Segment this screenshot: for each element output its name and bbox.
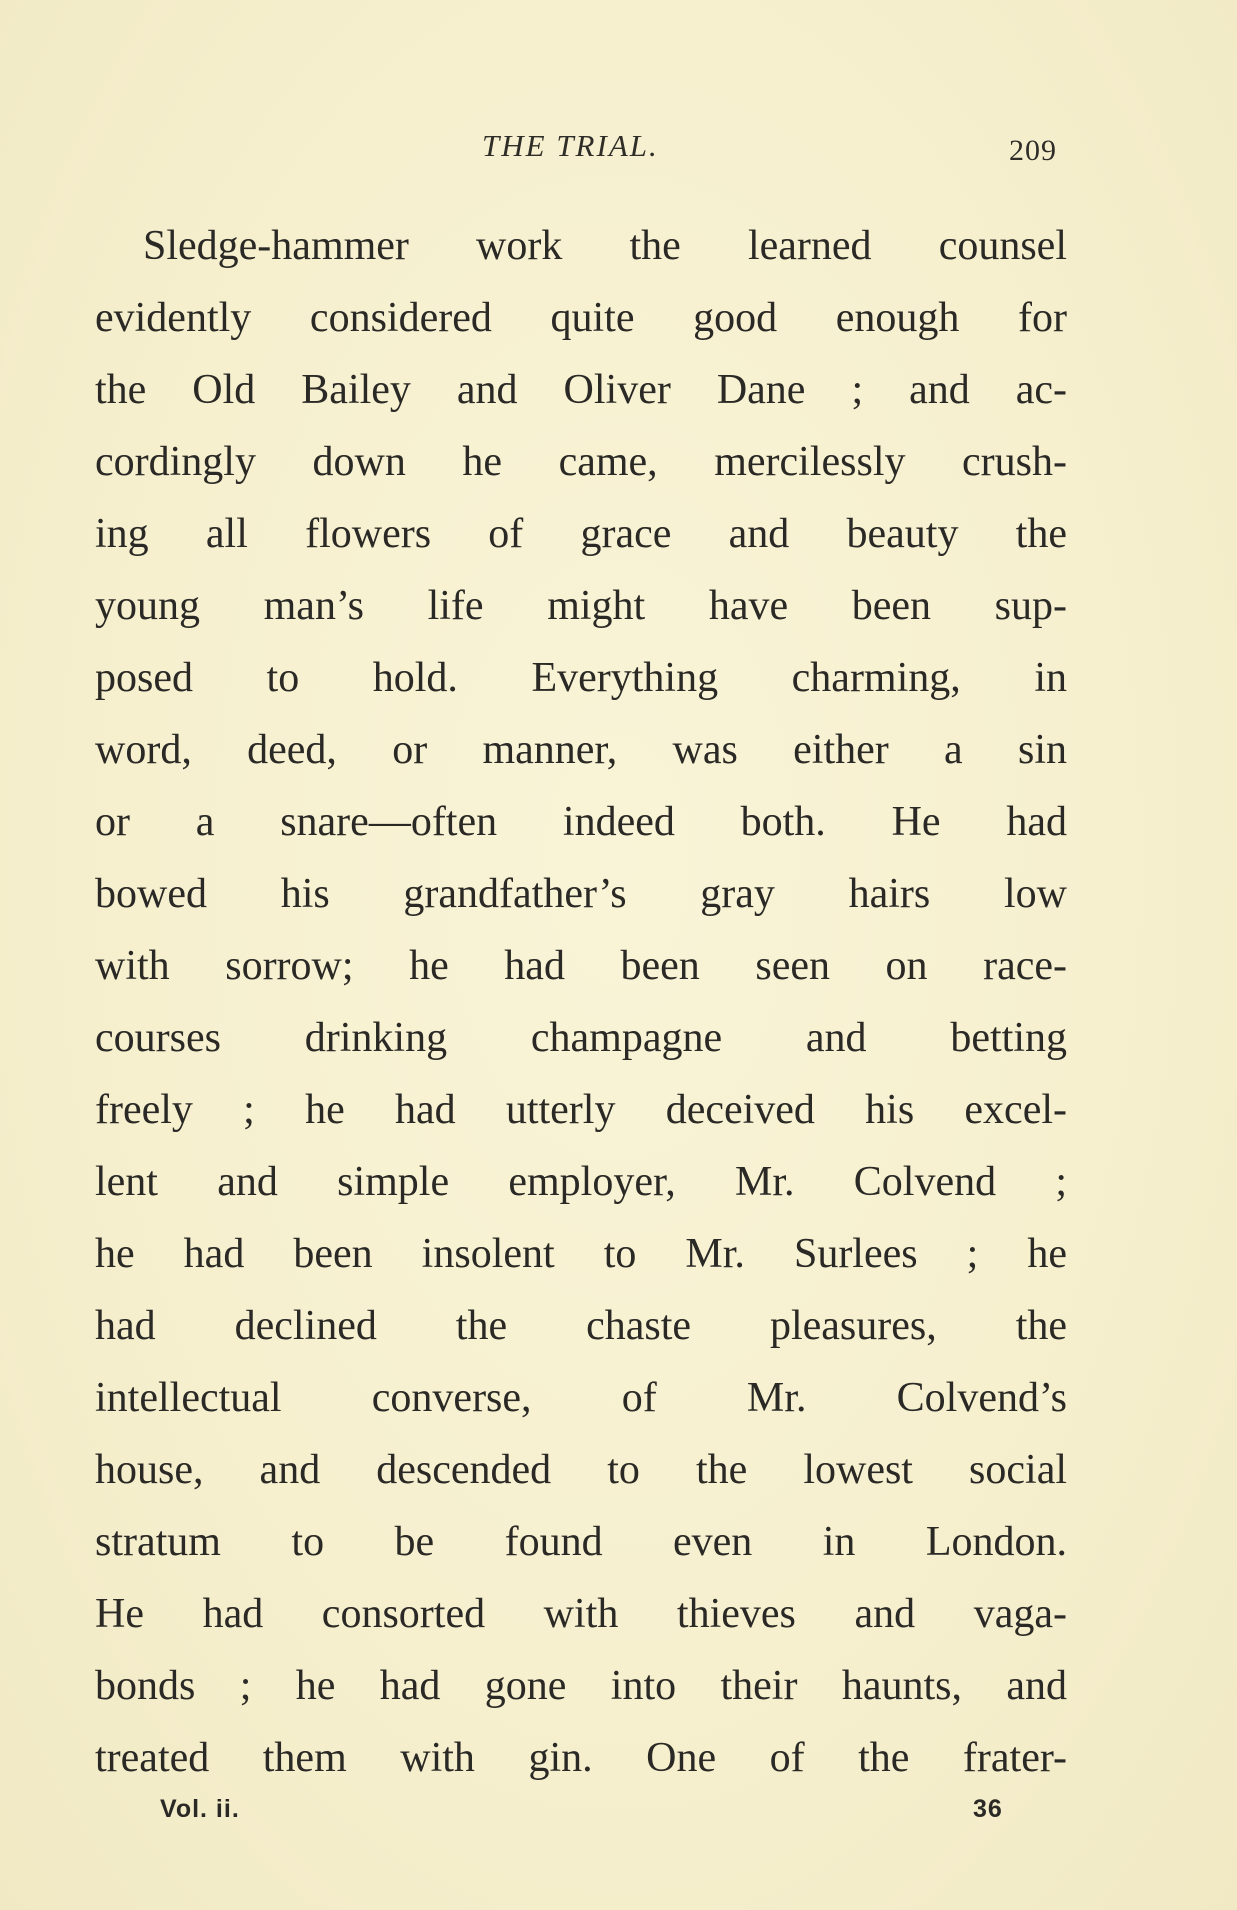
text-line: he had been insolent to Mr. Surlees ; he <box>95 1231 1067 1277</box>
text-line: posed to hold. Everything charming, in <box>95 655 1067 701</box>
text-line: with sorrow; he had been seen on race- <box>95 943 1067 989</box>
text-line: stratum to be found even in London. <box>95 1519 1067 1565</box>
text-line: treated them with gin. One of the frater- <box>95 1735 1067 1781</box>
text-line: courses drinking champagne and betting <box>95 1015 1067 1061</box>
text-line: freely ; he had utterly deceived his excel- <box>95 1087 1067 1133</box>
text-line: lent and simple employer, Mr. Colvend ; <box>95 1159 1067 1205</box>
text-line: bonds ; he had gone into their haunts, and <box>95 1663 1067 1709</box>
volume-label: Vol. ii. <box>160 1795 240 1823</box>
running-header <box>0 128 1237 168</box>
page-number: 209 <box>1009 134 1057 167</box>
text-line: Sledge-hammer work the learned counsel <box>143 223 1067 269</box>
text-line: bowed his grandfather’s gray hairs low <box>95 871 1067 917</box>
text-line: word, deed, or manner, was either a sin <box>95 727 1067 773</box>
text-line: the Old Bailey and Oliver Dane ; and ac- <box>95 367 1067 413</box>
text-line: young man’s life might have been sup- <box>95 583 1067 629</box>
text-line: had declined the chaste pleasures, the <box>95 1303 1067 1349</box>
text-line: or a snare—often indeed both. He had <box>95 799 1067 845</box>
body-text <box>95 210 1067 1794</box>
text-line: He had consorted with thieves and vaga- <box>95 1591 1067 1637</box>
text-line: cordingly down he came, mercilessly crush- <box>95 439 1067 485</box>
text-line: ing all flowers of grace and beauty the <box>95 511 1067 557</box>
text-line: intellectual converse, of Mr. Colvend’s <box>95 1375 1067 1421</box>
text-line: evidently considered quite good enough for <box>95 295 1067 341</box>
running-title: THE TRIAL. <box>482 128 659 163</box>
page-footer <box>0 1795 1237 1835</box>
text-line: house, and descended to the lowest social <box>95 1447 1067 1493</box>
signature-mark: 36 <box>973 1795 1003 1823</box>
